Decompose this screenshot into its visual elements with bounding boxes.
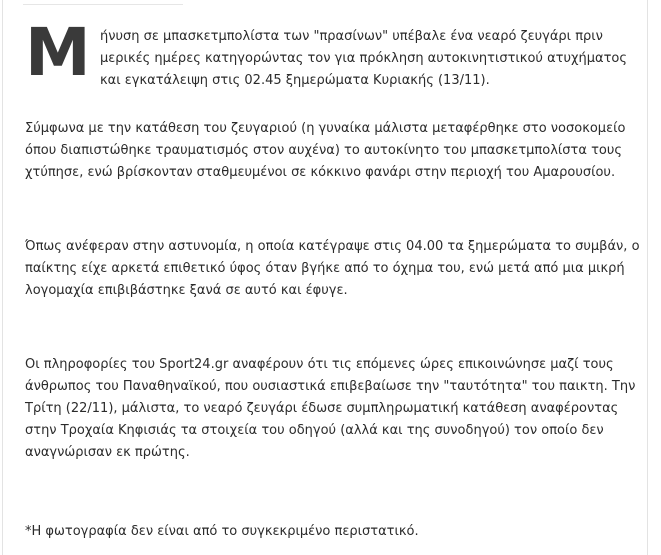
article-body — [25, 14, 645, 539]
drop-cap: Μ — [25, 14, 89, 91]
paragraph-3-text-before: Οι πληροφορίες του — [25, 357, 160, 372]
paragraph-3 — [25, 354, 645, 464]
paragraph-2: Όπως ανέφεραν στην αστυνομία, η οποία κατέγραψε στις 04.00 τα ξημερώματα το συμβάν, ο παίκτης είχε αρκετά επιθετικό ύφος όταν βγήκε από το όχημα του, ενώ μετά από μια μικρή λογομαχία επιβιβάστηκε ξανά σε αυτό και έφυγε. — [25, 239, 640, 298]
top-divider — [23, 4, 183, 5]
article-frame — [2, 0, 648, 555]
photo-footnote: *Η φωτογραφία δεν είναι από το συγκεκριμένο περιστατικό. — [25, 524, 419, 539]
paragraph-1: Σύμφωνα με την κατάθεση του ζευγαριού (η γυναίκα μάλιστα μεταφέρθηκε στο νοσοκομείο όπου διαπιστώθηκε τραυματισμός στον αυχένα) το αυτοκίνητο του μπασκετμπολίστα τους χτύπησε, ενώ βρίσκονταν σταθμευμένοι σε κόκκινο φανάρι στην περιοχή του Αμαρουσίου. — [25, 121, 626, 180]
lead-text: ήνυση σε μπασκετμπολίστα των "πρασίνων" υπέβαλε ένα νεαρό ζευγάρι πριν μερικές ημέρες κατηγορώντας τον για πρόκληση αυτοκινητιστικού ατυχήματος και εγκατάλειψη στις 02.45 ξημερώματα Κυριακής (13/11). — [100, 29, 627, 88]
paragraph-3-text-after: αναφέρουν ότι τις επόμενες ώρες επικοινώνησε μαζί τους άνθρωπος του Παναθηναϊκού, που ουσιαστικά επιβεβαίωσε την "ταυτότητα" του παικτη. Την Τρίτη (22/11), μάλιστα, το νεαρό ζευγάρι έδωσε συμπληρωματική κατάθεση αναφέροντας στην Τροχαία Κηφισιάς τα στοιχεία του οδηγού (αλλά και της συνοδηγού) τον οποίο δεν αναγνώρισαν εκ πρώτης. — [25, 357, 636, 460]
lead-paragraph — [25, 14, 645, 94]
sport24-link[interactable]: Sport24.gr — [159, 357, 229, 372]
